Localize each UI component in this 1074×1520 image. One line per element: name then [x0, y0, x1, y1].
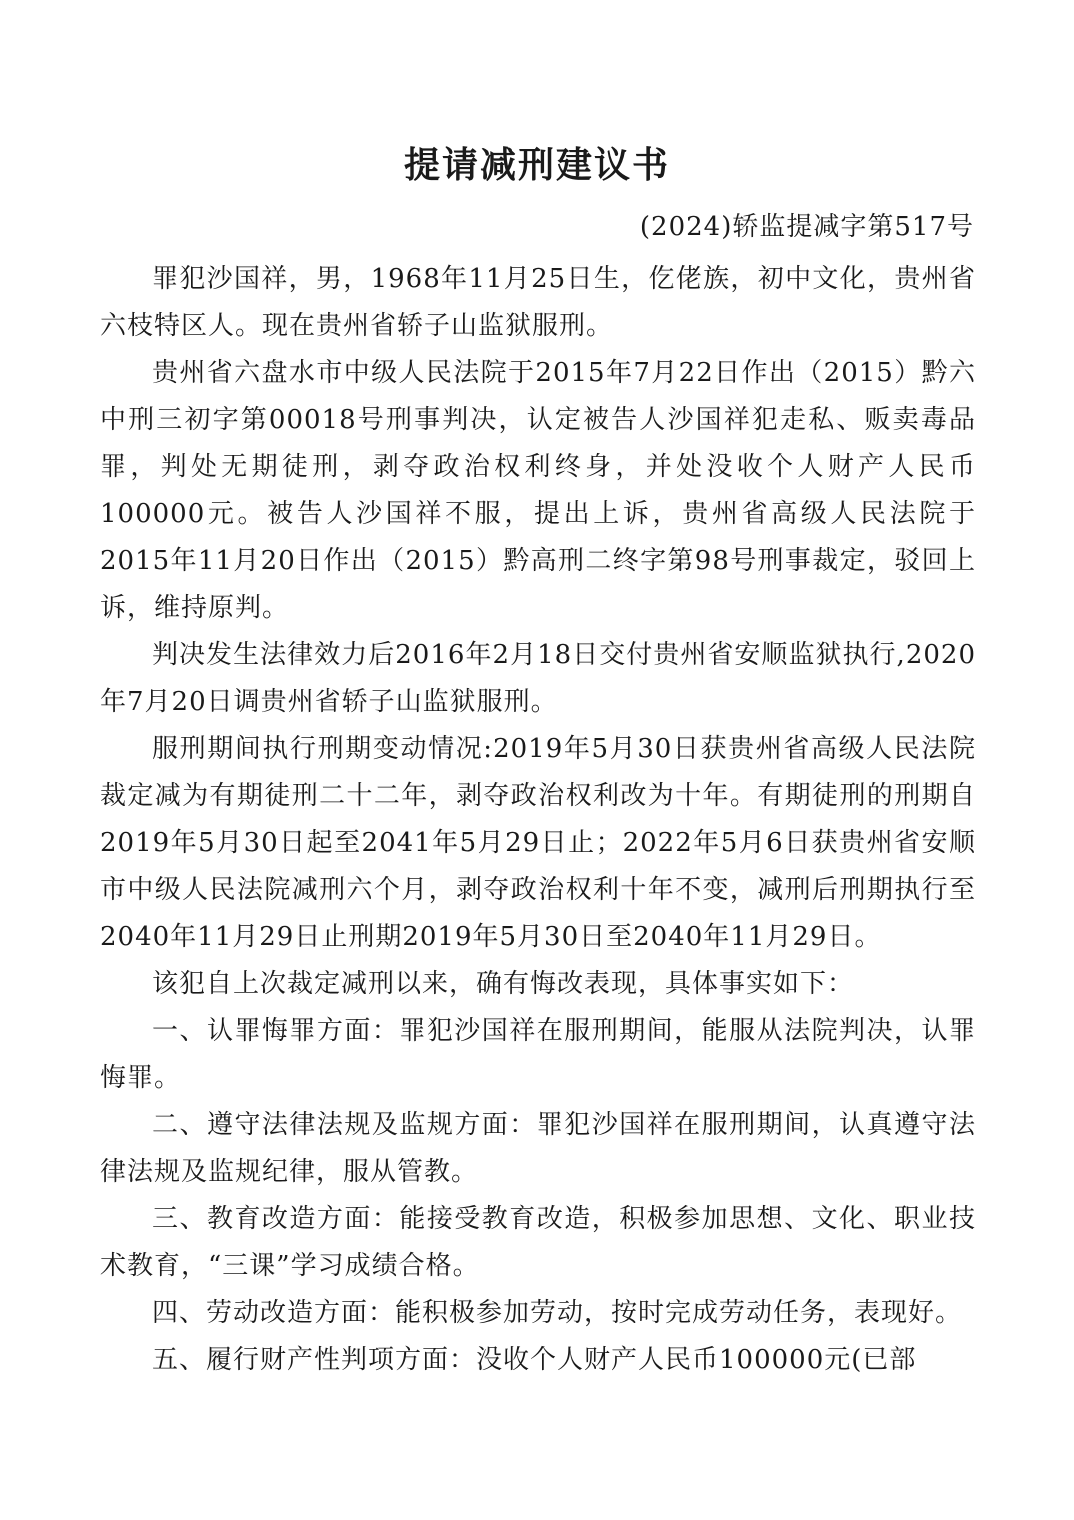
paragraph-property-judgment: 五、履行财产性判项方面：没收个人财产人民币100000元(已部: [152, 1345, 917, 1375]
paragraph-sentence-changes: 服刑期间执行刑期变动情况:2019年5月30日获贵州省高级人民法院裁定减为有期徒刑二十二年，剥夺政治权利改为十年。有期徒刑的刑期自2019年5月30日起至2041年5月29日止；2022年5月6日获贵州省安顺市中级人民法院减刑六个月，剥夺政治权利十年不变，减刑后刑期执行至2040年11月29日止刑期2019年5月30日至2040年11月29日。: [100, 734, 976, 952]
paragraph-labor: 四、劳动改造方面：能积极参加劳动，按时完成劳动任务，表现好。: [152, 1298, 963, 1328]
document-number: (2024)轿监提减字第517号: [639, 212, 974, 242]
paragraph-repentance: 一、认罪悔罪方面：罪犯沙国祥在服刑期间，能服从法院判决，认罪悔罪。: [100, 1016, 976, 1093]
document-title: 提请减刑建议书: [403, 145, 670, 186]
paragraph-education: 三、教育改造方面：能接受教育改造，积极参加思想、文化、职业技术教育，“三课”学习成绩合格。: [100, 1204, 976, 1281]
paragraph-execution: 判决发生法律效力后2016年2月18日交付贵州省安顺监狱执行,2020年7月20日调贵州省轿子山监狱服刑。: [100, 640, 976, 717]
paragraph-facts-intro: 该犯自上次裁定减刑以来，确有悔改表现，具体事实如下：: [152, 969, 855, 999]
paragraph-criminal-info: 罪犯沙国祥，男，1968年11月25日生，仡佬族，初中文化，贵州省六枝特区人。现在贵州省轿子山监狱服刑。: [100, 264, 976, 341]
paragraph-law-compliance: 二、遵守法律法规及监规方面：罪犯沙国祥在服刑期间，认真遵守法律法规及监规纪律，服从管教。: [100, 1110, 976, 1187]
document-body: [100, 256, 976, 1384]
paragraph-original-judgment: 贵州省六盘水市中级人民法院于2015年7月22日作出（2015）黔六中刑三初字第00018号刑事判决，认定被告人沙国祥犯走私、贩卖毒品罪，判处无期徒刑，剥夺政治权利终身，并处没收个人财产人民币100000元。被告人沙国祥不服，提出上诉，贵州省高级人民法院于2015年11月20日作出（2015）黔高刑二终字第98号刑事裁定，驳回上诉，维持原判。: [100, 358, 976, 623]
